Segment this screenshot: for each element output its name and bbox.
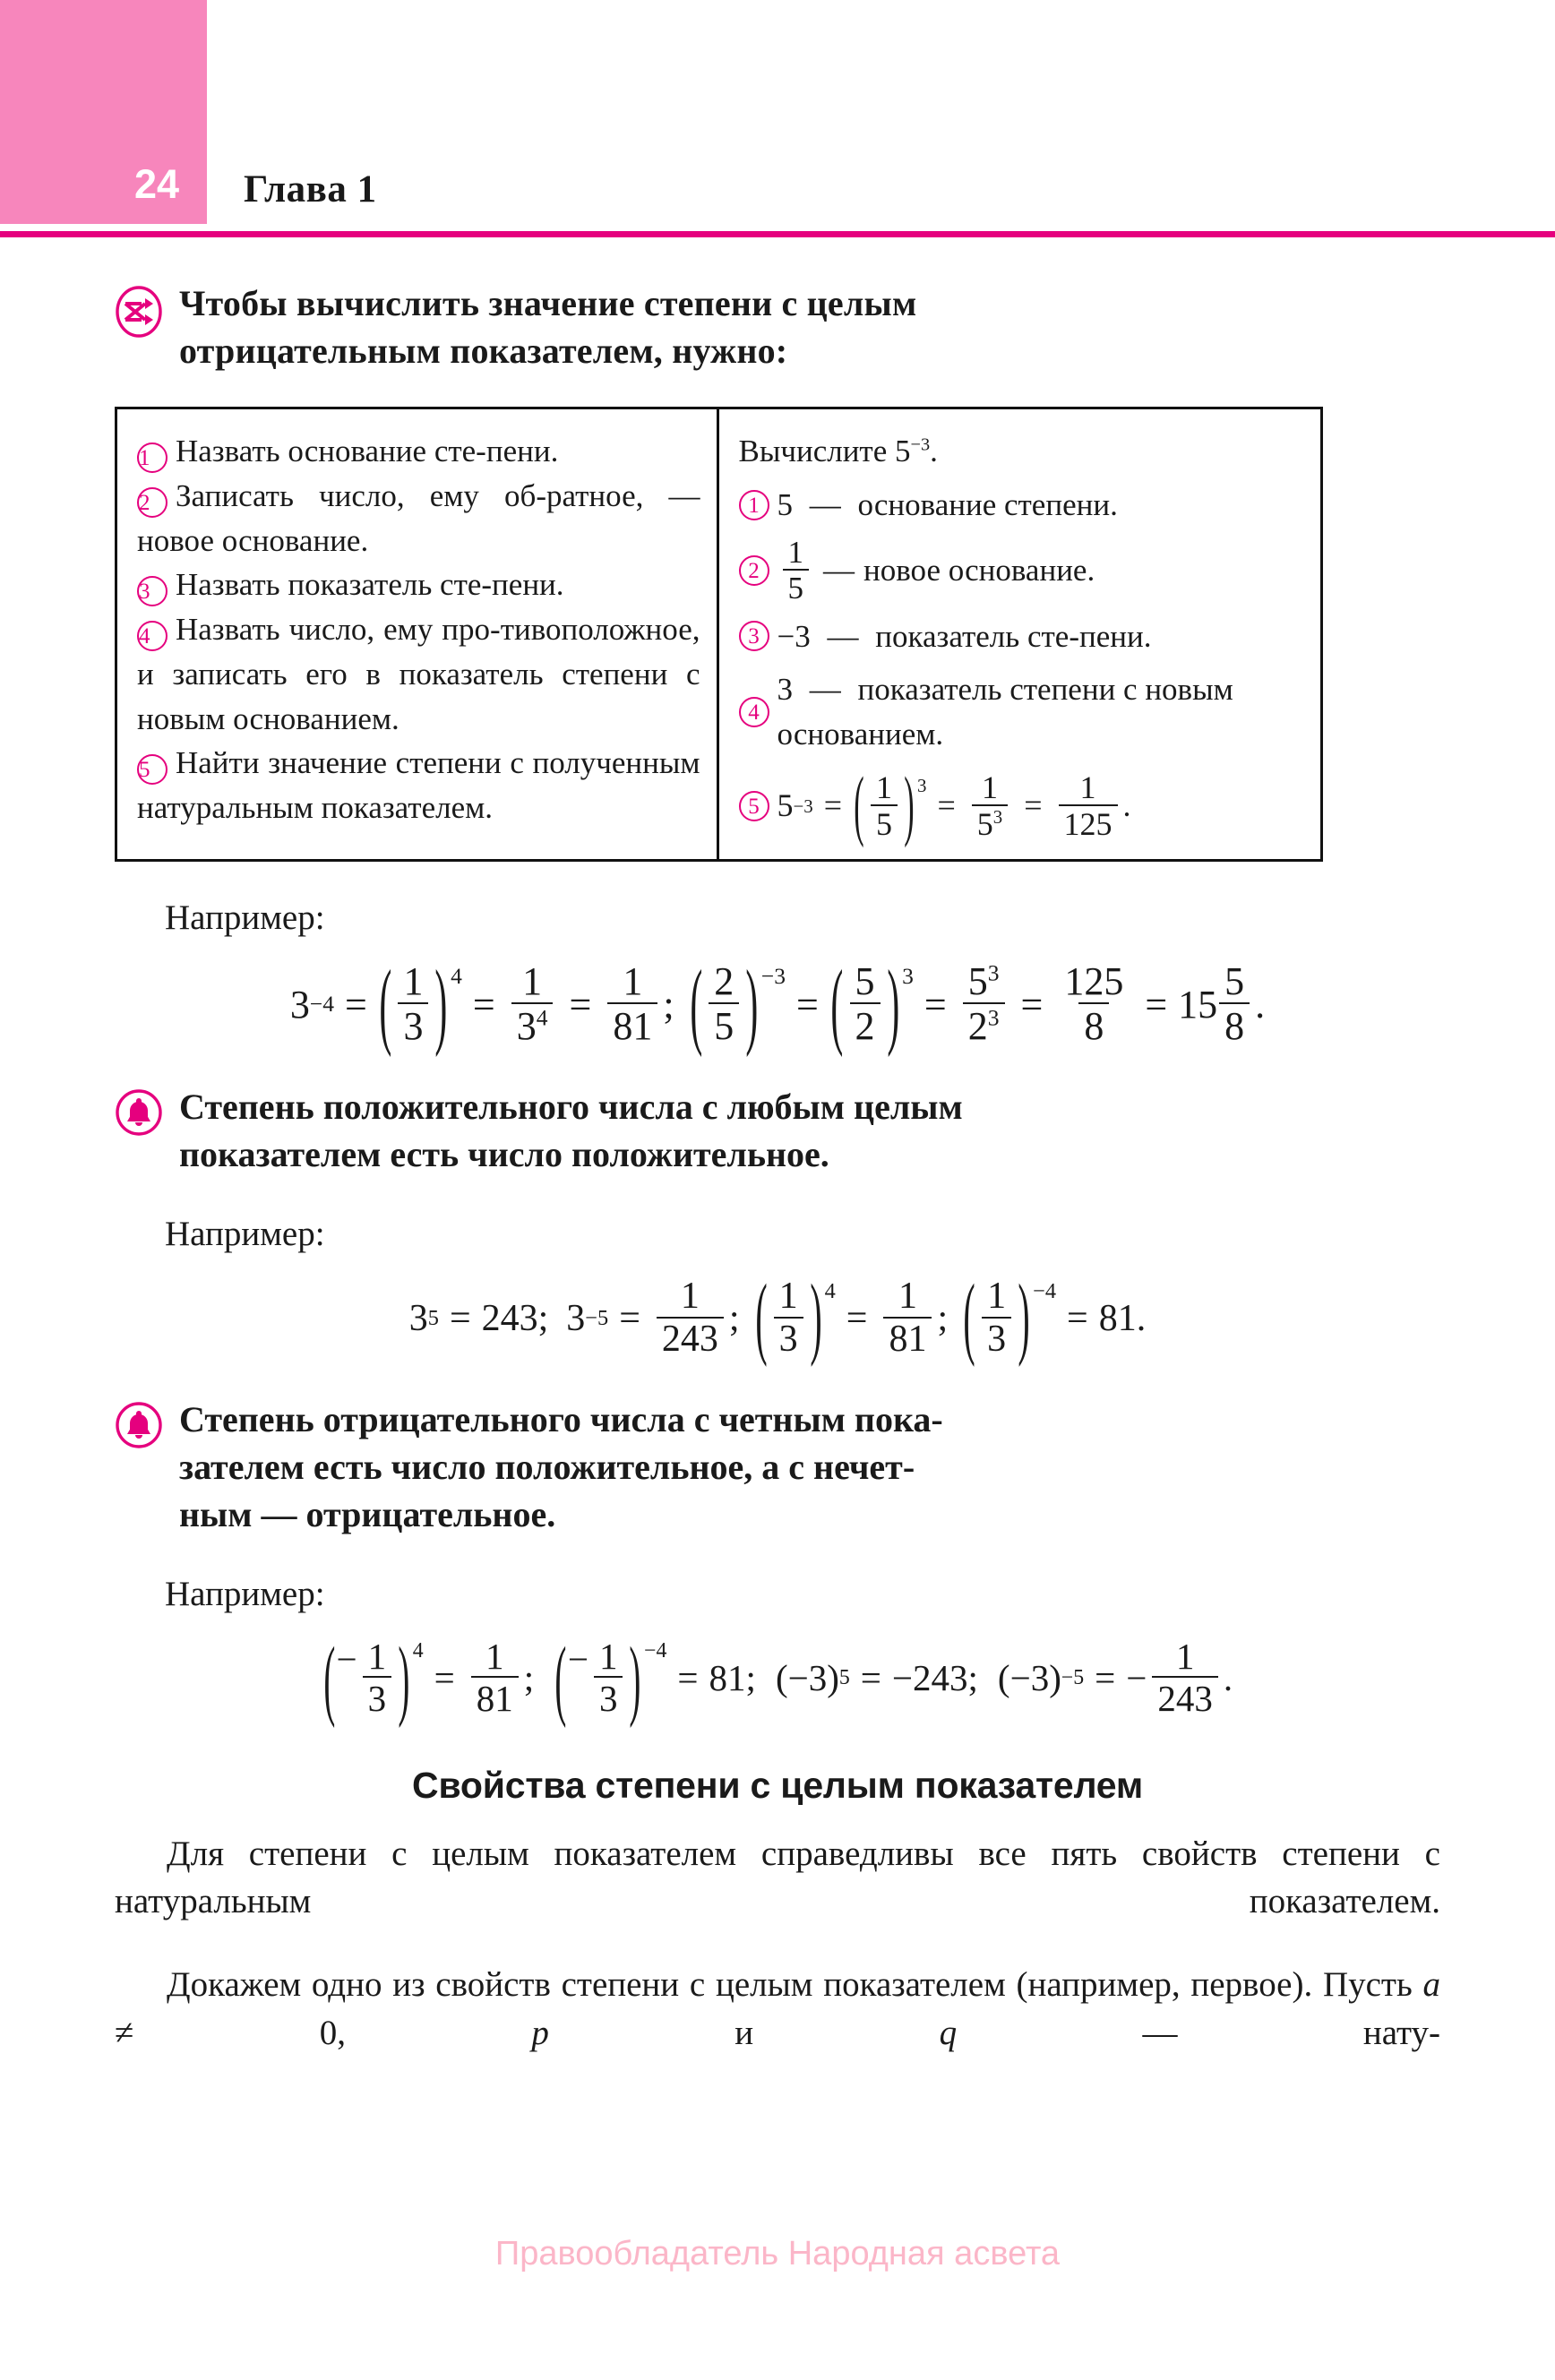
value-243: 243; [481,1298,549,1340]
fraction [398,961,428,1047]
right-paren: ) [629,1627,641,1729]
fraction-one-over-125 [1059,771,1118,842]
fraction [850,961,881,1047]
callout-rule-heading [115,279,1440,374]
parenthesized-fraction [378,950,462,1059]
fraction-denominator: 5 [709,1002,739,1047]
right-step-1-body [778,483,1305,528]
fraction-denominator: 3 [594,1676,623,1718]
equals-sign: = [677,1656,699,1698]
fraction [1059,961,1129,1047]
rule-negative-text [179,1396,1440,1539]
right-step-1-value: 5 [777,487,793,523]
base-neg-3: (−3) [997,1656,1061,1698]
parenthesized-fraction [689,950,786,1059]
fraction-one-fifth [783,534,810,606]
step-number-circle: 1 [137,442,168,473]
example-3-label: Например: [165,1575,325,1614]
paren-exponent: 4 [824,1279,836,1304]
formula-row: 3 −4 = ( $\frac{1}{3}$ ) 4 = $\frac{1}{3^4}$ = $\frac{1}{81}$ ; ( $\frac{2}{5}$ ) −3 = ( $\frac{5}{2}$ ) 3 = $\frac{5^3}{2^3}$ = $\frac{125}{8}$ = 15 $\frac{5}{8}$ . [290,961,1265,1047]
value-neg-243: −243; [891,1656,978,1698]
right-step-1-dash: — [809,487,841,523]
fraction-denominator: 243 [1152,1676,1218,1718]
para2-part4: — нату- [957,2013,1441,2052]
step-number-circle: 1 [739,490,769,520]
den-base: 2 [967,1004,988,1049]
fraction-numerator: 5 [1224,959,1245,1004]
left-step-3 [137,563,700,607]
equals-sign: = [1020,982,1044,1027]
left-step-1 [137,429,700,474]
para2-part1: Докажем одно из свойств степени с целым показателем (например, первое). Пусть [167,1965,1423,2005]
fraction [709,961,739,1047]
den-exponent: 3 [987,1004,1000,1031]
fraction-numerator: 1 [623,959,643,1004]
fraction-numerator: 1 [680,1276,700,1318]
paren-exponent: 3 [917,774,927,796]
right-step-3-text: показатель сте-пени. [875,618,1152,654]
rule-positive-callout [115,1083,1440,1178]
den-base: 5 [976,806,993,843]
bell-icon [115,1088,163,1137]
fraction-numerator: 1 [522,959,543,1004]
formula-row: ( − $\frac{1}{3}$ ) 4 = $\frac{1}{81}$ ; ( − $\frac{1}{3}$ ) −4 = 81; (−3) 5 = −243; (−3) −5 = − $\frac{1}{243}$ . [322,1637,1233,1717]
parenthesized-negative-fraction [322,1627,424,1729]
fraction-denominator: 125 [1059,804,1118,841]
paren-exponent: 3 [902,963,914,990]
left-step-2 [137,474,700,563]
bell-icon [115,1401,163,1449]
equals-sign: = [937,787,956,824]
variable-a: a [1422,1965,1440,2005]
fraction [774,1277,803,1359]
step-number-circle: 2 [137,487,168,518]
example-3-formula [115,1627,1440,1729]
right-paren: ) [434,950,448,1059]
fraction-numerator: 2 [714,959,735,1004]
fraction-numerator: 125 [1064,959,1124,1004]
parenthesized-fraction [754,1267,836,1370]
fraction-denominator: 3 [363,1676,392,1718]
semicolon: ; [937,1298,949,1340]
fraction [594,1637,623,1717]
right-step-2 [739,534,1305,606]
section-heading: Свойства степени с целым показателем [412,1764,1143,1806]
equals-sign: = [823,787,843,824]
paren-exponent: −3 [760,963,786,990]
right-step-4 [739,667,1305,756]
parenthesized-fraction [829,950,914,1059]
fraction-denominator [972,804,1008,841]
equals-sign: = [796,982,819,1027]
den-exponent: 3 [992,806,1003,829]
fraction-denominator: 3 [774,1317,803,1360]
num-base: 5 [967,959,988,1004]
callout-line-2: отрицательным показателем, нужно: [179,331,788,372]
rule-table [115,407,1323,862]
step-number-circle: 3 [739,621,769,651]
minus-sign: − [567,1638,588,1680]
right-paren: ) [745,950,759,1059]
equals-sign: = [434,1656,455,1698]
period: . [1255,982,1266,1027]
rule-negative-callout [115,1396,1440,1539]
mixed-fraction [1219,961,1250,1047]
variable-p: p [531,2013,549,2052]
fraction-numerator: 1 [1079,769,1096,805]
right-step-3-value: −3 [777,618,811,654]
base-neg-3: (−3) [775,1656,839,1698]
right-paren: ) [1018,1267,1030,1370]
left-paren: ( [754,1267,768,1370]
left-step-3-text: Назвать показатель сте-пени. [176,567,564,603]
fraction-denominator: 81 [883,1317,932,1360]
right-step-5 [739,760,1305,849]
fraction-denominator: 243 [657,1317,724,1360]
right-title [739,429,1305,474]
right-step-4-value: 3 [777,672,793,708]
left-step-2-text: Записать число, ему об-ратное, — новое основание. [137,478,700,558]
fraction-numerator: 1 [367,1636,387,1678]
paren-exponent: 4 [412,1639,424,1663]
rule-positive-text [179,1083,1440,1178]
page-body [0,279,1555,2058]
right-step-1 [739,483,1305,528]
fraction-numerator: 1 [1175,1636,1195,1678]
right-title-prefix: Вычислите [738,434,896,469]
step-number-circle: 4 [739,697,769,727]
den-base: 3 [516,1004,537,1049]
rule-negative-line-3: ным — отрицательное. [179,1494,556,1535]
fraction-numerator: 1 [403,959,424,1004]
right-step-1-text: основание степени. [857,487,1118,523]
den-exponent: 4 [536,1004,548,1031]
example-1-formula [115,950,1440,1059]
step-number-circle: 5 [137,754,168,785]
equals-sign: = [846,1298,868,1340]
fraction-denominator: 8 [1078,1002,1109,1047]
step-number-circle: 4 [137,621,168,651]
left-step-5-text: Найти значение степени с полученным натуральным показателем. [137,745,700,825]
right-step-5-formula: 5 −3 = ( $\frac{1}{5}$ ) 3 = $\frac{1}{5^3}$ = $\frac{1}{125}$ . [778,771,1305,842]
equals-sign: = [924,982,947,1027]
para2-part2: ≠ 0, [115,2013,532,2052]
equals-sign: = [472,982,495,1027]
right-step-3-dash: — [827,618,859,654]
right-step-4-dash: — [809,672,841,708]
right-step-3-body [778,614,1305,659]
right-step-3 [739,614,1305,659]
rule-negative-line-2: зателем есть число положительное, а с нечет- [179,1446,915,1487]
rule-table-right-cell [719,409,1321,859]
fraction-denominator: 81 [471,1676,519,1718]
right-title-base: 5 [895,434,911,469]
paren-exponent: 4 [451,963,462,990]
right-title-exp: −3 [910,434,931,455]
step-number-circle: 3 [137,576,168,606]
right-paren: ) [886,950,899,1059]
fraction [963,961,1005,1047]
parenthesized-fraction [853,760,927,849]
formula-base: 5 [777,787,794,824]
right-paren: ) [809,1267,822,1370]
period: . [1122,787,1131,824]
num-exponent: 3 [987,959,1000,986]
page-number: 24 [133,161,179,207]
fraction [657,1277,724,1359]
fraction-one-fifth [871,771,898,842]
semicolon: ; [523,1656,535,1698]
callout-heading-text [179,279,1440,374]
right-step-2-body [778,534,1305,606]
fraction-denominator: 2 [850,1002,881,1047]
right-title-suffix: . [930,434,938,469]
fraction-denominator: 81 [607,1002,657,1047]
base: 3 [566,1298,586,1340]
fraction [883,1277,932,1359]
minus-sign: − [1126,1656,1147,1698]
fraction-numerator: 1 [898,1276,917,1318]
fraction-denominator: 5 [783,569,810,605]
fraction-numerator: 1 [982,769,998,805]
step-number-circle: 5 [739,791,769,821]
fraction-numerator [963,961,1005,1002]
paren-exponent: −4 [1033,1279,1057,1304]
header-divider [0,231,1555,237]
section-paragraph-1: Для степени с целым показателем справедливы все пять свойств степени с натуральным показателем. [115,1834,1440,1921]
fraction-numerator: 1 [485,1636,504,1678]
equals-sign: = [1095,1656,1116,1698]
base-3: 3 [289,982,310,1027]
left-paren: ( [323,1627,336,1729]
fraction [982,1277,1011,1359]
fraction-numerator: 5 [855,959,875,1004]
paren-exponent: −4 [644,1639,667,1663]
rule-table-left-cell [117,409,719,859]
equals-sign: = [449,1298,471,1340]
shuffle-arrows-icon [115,285,163,339]
right-paren: ) [398,1627,410,1729]
fraction-denominator [511,1002,554,1047]
period: . [1223,1656,1233,1698]
callout-line-1: Чтобы вычислить значение степени с целым [179,283,917,323]
fraction-denominator: 3 [398,1002,428,1047]
page-header [0,0,1555,231]
example-1-label: Например: [165,898,325,938]
left-step-4 [137,607,700,741]
fraction [1152,1637,1218,1717]
example-2-label: Например: [165,1215,325,1254]
section-paragraph-2 [115,1961,1440,2058]
right-step-2-text: новое основание. [863,553,1095,589]
rule-positive-line-1: Степень положительного числа с любым целым [179,1086,963,1127]
parenthesized-negative-fraction [554,1627,667,1729]
fraction [511,961,554,1047]
equals-sign: = [1145,982,1168,1027]
chapter-label: Глава 1 [244,168,377,211]
step-number-circle: 2 [739,555,769,586]
variable-q: q [939,2013,958,2052]
equals-sign: = [860,1656,881,1698]
left-step-1-text: Назвать основание сте-пени. [176,434,559,469]
left-paren: ( [379,950,392,1059]
base: 3 [408,1298,428,1340]
fraction-one-over-five-cubed [972,771,1008,842]
fraction-denominator [963,1002,1005,1047]
rule-negative-line-1: Степень отрицательного числа с четным пока- [179,1398,943,1439]
equals-sign: = [1024,787,1043,824]
left-paren: ( [689,950,702,1059]
equals-sign: = [569,982,592,1027]
left-paren: ( [854,760,864,849]
value-81: 81 [1098,1298,1137,1340]
left-paren: ( [554,1627,567,1729]
equals-sign: = [1067,1298,1088,1340]
semicolon: ; [728,1298,740,1340]
para2-part3: и [548,2013,940,2052]
parenthesized-fraction [962,1267,1057,1370]
fraction-denominator: 3 [982,1317,1011,1360]
right-step-4-text: показатель степени с новым основанием. [777,672,1233,752]
fraction-denominator: 5 [871,804,898,841]
example-2-formula [115,1267,1440,1370]
fraction-numerator: 1 [778,1276,798,1318]
minus-sign: − [336,1638,357,1680]
footer-watermark: Правообладатель Народная асвета [494,2235,1061,2273]
fraction [607,961,657,1047]
rule-positive-line-2: показателем есть число положительное. [179,1134,829,1175]
left-step-4-text: Назвать число, ему про-тивоположное, и записать его в показатель степени с новым основанием. [137,612,700,736]
value-81: 81; [709,1656,756,1698]
right-step-2-dash: — [823,553,855,589]
fraction [471,1637,519,1717]
fraction-denominator: 8 [1219,1002,1250,1047]
semicolon: ; [663,982,674,1027]
fraction [363,1637,392,1717]
right-paren: ) [904,760,915,849]
equals-sign: = [619,1298,640,1340]
formula-row: 3 5 = 243; 3 −5 = $\frac{1}{243}$ ; ( $\frac{1}{3}$ ) 4 = $\frac{1}{81}$ ; ( $\frac{1}{3}$ ) −4 = 81 . [409,1277,1146,1359]
fraction-numerator: 1 [598,1636,618,1678]
left-step-5 [137,741,700,829]
equals-sign: = [344,982,367,1027]
fraction-numerator: 1 [787,534,803,570]
whole-part: 15 [1178,982,1218,1027]
fraction-numerator: 1 [876,769,893,805]
right-step-4-body [778,667,1305,756]
left-paren: ( [963,1267,975,1370]
fraction-numerator: 1 [987,1276,1007,1318]
left-paren: ( [830,950,844,1059]
period: . [1136,1298,1147,1340]
